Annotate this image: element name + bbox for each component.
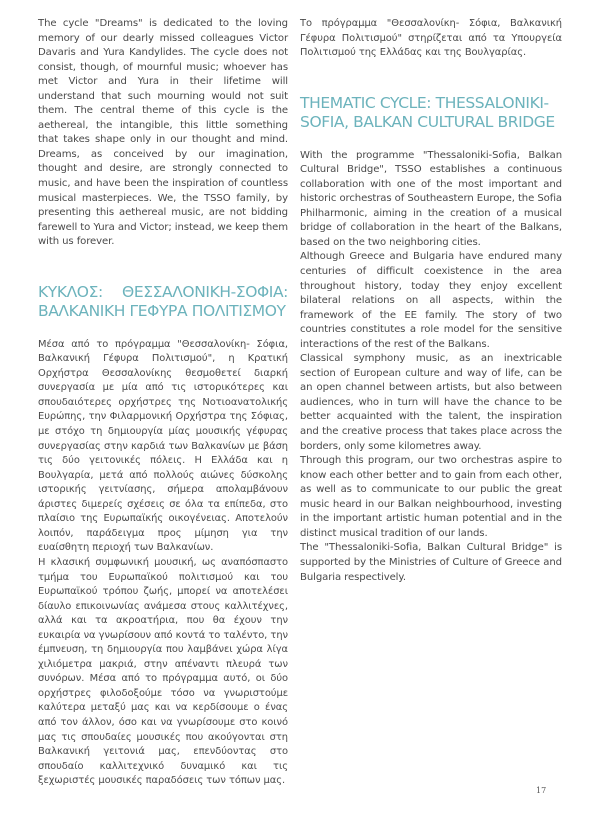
english-body-paragraph: Although Greece and Bulgaria have endured many centuries of difficult coexistence in the area throughout history, today they enjoy excellent bilateral relations on all aspects, within the framework of the EE family. The story of two countries constitutes a role model for the sensitive interactions of the rest of the Balkans. bbox=[300, 251, 562, 350]
english-heading-line-1: THEMATIC CYCLE: THESSALONIKI- bbox=[300, 93, 549, 112]
english-section-heading bbox=[300, 94, 562, 132]
greek-heading-line-1: ΚΥΚΛΟΣ: ΘΕΣΣΑΛΟΝΙΚΗ-ΣΟΦΙΑ: bbox=[38, 282, 288, 301]
greek-support-paragraph: Το πρόγραμμα "Θεσσαλονίκη- Σόφια, Βαλκανική Γέφυρα Πολιτισμού" στηρίζεται από τα Υπουργεία Πολιτισμού της Ελλάδας και της Βουλγαρίας. bbox=[300, 18, 562, 59]
dreams-cycle-paragraph: The cycle "Dreams" is dedicated to the loving memory of our dearly missed colleagues Victor Davaris and Yura Kandylides. The cycle does not consist, though, of mournful music; whoever has met Victor and Yura in their lifetime will understand that such mourning would not suit them. The central theme of this cycle is the aethereal, the intangible, this little something that takes shape only in our thought and mind. Dreams, as conceived by our imagination, thought and desire, are strongly connected to music, and have been the inspiration of countless musical masterpieces. We, the TSSO family, by presenting this aethereal music, are not bidding farewell to Yura and Victor; instead, we keep them with us forever. bbox=[38, 18, 288, 248]
english-body-paragraph: Classical symphony music, as an inextricable section of European culture and way of life, can be an open channel between artists, but also between audiences, who in turn will have the chance to be better acquainted with the talent, the inspiration and the creative process that takes place across the borders, only some kilometres away. bbox=[300, 353, 562, 452]
english-body-paragraph: Through this program, our two orchestras aspire to know each other better and to gain from each other, as well as to communicate to our public the great music heard in our Balkan neighbourhood, investing in the important artistic human potential and in the distinct musical tradition of our lands. bbox=[300, 455, 562, 539]
english-body-paragraph: The "Thessaloniki-Sofia, Balkan Cultural Bridge" is supported by the Ministries of Culture of Greece and Bulgaria respectively. bbox=[300, 542, 562, 583]
page-number: 17 bbox=[536, 786, 547, 795]
greek-section-heading bbox=[38, 283, 288, 321]
right-column bbox=[300, 17, 562, 585]
greek-heading-line-2: ΒΑΛΚΑΝΙΚΗ ΓΕΦΥΡΑ ΠΟΛΙΤΙΣΜΟΥ bbox=[38, 301, 286, 320]
left-column bbox=[38, 17, 288, 789]
english-body-paragraph: With the programme "Thessaloniki-Sofia, Balkan Cultural Bridge", TSSO establishes a continuous collaboration with one of the most important and historic orchestras of Southeastern Europe, the Sofia Philharmonic, aiming in the creation of a musical bridge of collaboration in the heart of the Balkans, based on the two neighboring cities. bbox=[300, 149, 562, 248]
greek-body-paragraph: Μέσα από το πρόγραμμα "Θεσσαλονίκη- Σόφια, Βαλκανική Γέφυρα Πολιτισμού", η Κρατική Ορχήστρα Θεσσαλονίκης θεσμοθετεί διαρκή συνεργασία με μία από τις ιστορικότερες και σπουδαιότερες ορχήστρες της Νοτιοανατολικής Ευρώπης, την Φιλαρμονική Ορχήστρα της Σόφιας, με στόχο τη δημιουργία μίας μουσικής γέφυρας συνεργασίας στην καρδιά των Βαλκανίων με βάση τις δύο γειτονικές πόλεις. Η Ελλάδα και η Βουλγαρία, μετά από πολλούς αιώνες δύσκολης ιστορικής γειτνίασης, σήμερα απολαμβάνουν άριστες διμερείς σχέσεις σε όλα τα επίπεδα, στο πλαίσιο της Ευρωπαϊκής οικογένειας. Αποτελούν λοιπόν, παράδειγμα προς μίμηση για την ευαίσθητη περιοχή των Βαλκανίων. bbox=[38, 338, 288, 554]
greek-body-paragraph: Η κλασική συμφωνική μουσική, ως αναπόσπαστο τμήμα του Ευρωπαϊκού πολιτισμού και του Ευρωπαϊκού τρόπου ζωής, μπορεί να αποτελέσει δίαυλο επικοινωνίας ανάμεσα στους καλλιτέχνες, αλλά και τα ακροατήρια, που θα έχουν την ευκαιρία να γνωρίσουν από κοντά το ταλέντο, την έμπνευση, τη δημιουργία που λαμβάνει χώρα λίγα χιλιόμετρα μακριά, στην απέναντι πλευρά των συνόρων. Μέσα από το πρόγραμμα αυτό, οι δύο ορχήστρες φιλοδοξούμε τόσο να γνωριστούμε καλύτερα μεταξύ μας και να κερδίσουμε ο ένας από τον άλλον, όσο και να γνωρίσουμε στο κοινό μας τις σπουδαίες μουσικές που ακούγονται στη Βαλκανική γειτονιά μας, επενδύοντας στο σπουδαίο καλλιτεχνικό δυναμικό και τις ξεχωριστές μουσικές παραδόσεις των τόπων μας. bbox=[38, 556, 288, 787]
english-heading-line-2: SOFIA, BALKAN CULTURAL BRIDGE bbox=[300, 112, 555, 131]
